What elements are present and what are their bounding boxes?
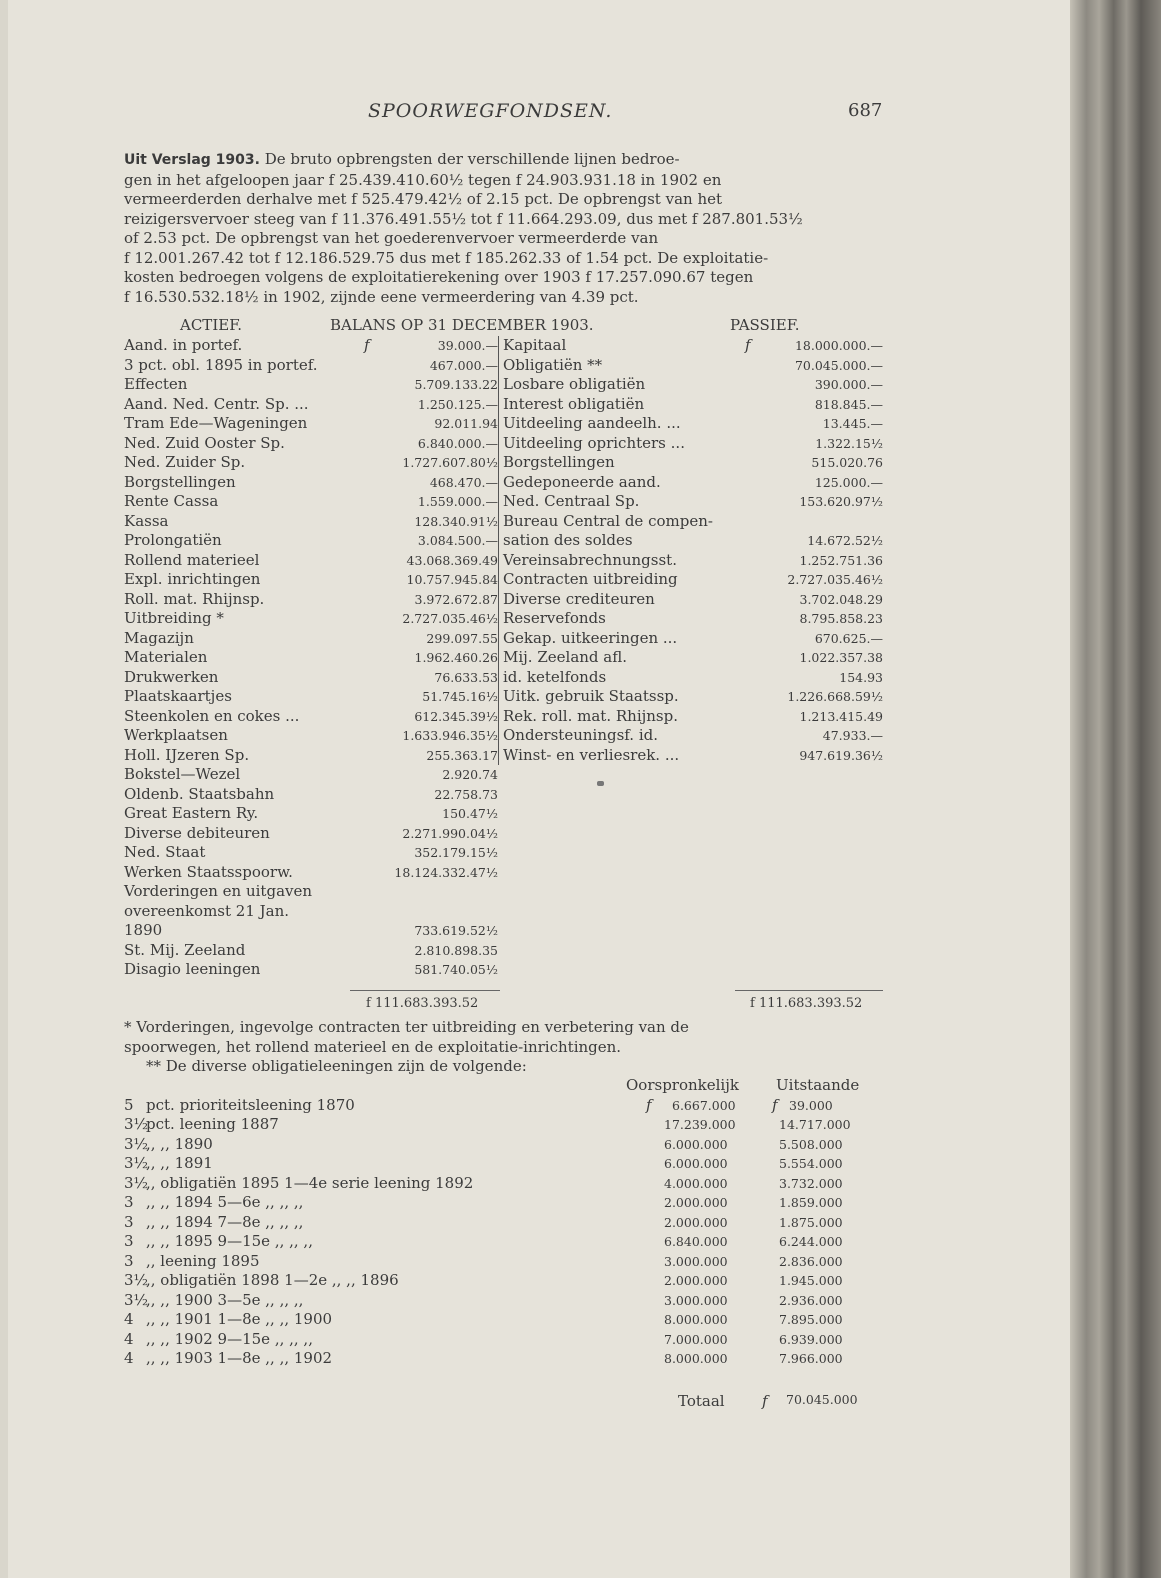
actief-row — [124, 765, 500, 785]
total-label: Totaal — [678, 1392, 725, 1410]
passief-row — [499, 551, 885, 571]
actief-row — [124, 395, 500, 415]
loan-uit: 2.836.000 — [779, 1253, 843, 1269]
loan-uit: 6.939.000 — [779, 1331, 843, 1347]
actief-label: ACTIEF. — [180, 316, 243, 334]
intro-line — [124, 150, 882, 171]
passief-label: Vereinsabrechnungsst. — [503, 550, 677, 569]
actief-row — [124, 668, 500, 688]
loan-desc: ,, ,, 1891 — [146, 1154, 213, 1172]
passief-label: Ned. Centraal Sp. — [503, 492, 640, 510]
loan-pct: 5 — [124, 1095, 134, 1114]
actief-label: Materialen — [124, 648, 208, 666]
actief-label: Ned. Staat — [124, 843, 206, 861]
loan-pct: 3 — [124, 1251, 134, 1270]
florin-sign: f — [745, 336, 751, 354]
intro-line: gen in het afgeloopen jaar f 25.439.410.60½ tegen f 24.903.931.18 in 1902 en — [124, 170, 722, 189]
actief-label: Ned. Zuid Ooster Sp. — [124, 433, 285, 452]
passief-label: PASSIEF. — [730, 316, 800, 334]
loan-pct: 3½ — [124, 1134, 149, 1153]
passief-label: Mij. Zeeland afl. — [503, 648, 628, 666]
balance-title: BALANS OP 31 DECEMBER 1903. — [330, 316, 594, 334]
loan-uit: 1.945.000 — [779, 1273, 843, 1288]
actief-amount: 581.740.05½ — [414, 962, 498, 977]
actief-amount: 1.250.125.— — [417, 396, 498, 412]
actief-total: f 111.683.393.52 — [366, 996, 479, 1011]
passief-label: Uitdeeling oprichters ... — [503, 433, 685, 452]
actief-amount: 92.011.94 — [434, 416, 498, 431]
actief-amount: 733.619.52½ — [414, 923, 498, 938]
loan-row — [124, 1232, 884, 1252]
actief-column — [124, 336, 500, 980]
passief-amount: 1.226.668.59½ — [787, 689, 883, 704]
loan-pct: 4 — [124, 1329, 134, 1348]
passief-amount: 1.022.357.38 — [799, 650, 883, 665]
loan-orig: 2.000.000 — [664, 1214, 728, 1230]
actief-row — [124, 590, 500, 610]
actief-row — [124, 375, 500, 395]
passief-label: Gedeponeerde aand. — [503, 472, 661, 491]
actief-label: Uitbreiding * — [124, 609, 224, 627]
passief-row — [499, 668, 885, 688]
actief-label: Bokstel—Wezel — [124, 765, 241, 783]
passief-row — [499, 395, 885, 415]
loan-row — [124, 1174, 884, 1194]
passief-amount: 818.845.— — [814, 396, 883, 412]
footnotes — [124, 1018, 884, 1077]
passief-amount: 14.672.52½ — [807, 533, 883, 548]
actief-row — [124, 336, 500, 356]
intro-line-text: De bruto opbrengsten der verschillende lijnen bedroe- — [264, 150, 680, 168]
loan-uit: 1.859.000 — [779, 1195, 843, 1210]
actief-label: Werkplaatsen — [124, 726, 228, 744]
actief-row — [124, 629, 500, 649]
passief-amount: 2.727.035.46½ — [787, 572, 883, 587]
actief-label: Werken Staatsspoorw. — [124, 862, 293, 881]
actief-row — [124, 726, 500, 746]
actief-amount: 39.000.— — [437, 338, 498, 353]
passief-row — [499, 375, 885, 395]
loan-orig: 8.000.000 — [664, 1351, 728, 1366]
actief-row — [124, 843, 500, 863]
passief-label: Uitdeeling aandeelh. ... — [503, 414, 681, 432]
passief-amount: 390.000.— — [814, 377, 883, 392]
loan-row — [124, 1154, 884, 1174]
actief-label: Kassa — [124, 511, 169, 530]
passief-row — [499, 453, 885, 473]
actief-amount: 1.962.460.26 — [414, 650, 498, 665]
passief-label: Bureau Central de compen- — [503, 511, 713, 530]
loan-orig: 2.000.000 — [664, 1273, 728, 1288]
florin-sign: f — [364, 336, 370, 354]
actief-row — [124, 609, 500, 629]
actief-label: Vorderingen en uitgaven — [124, 882, 313, 900]
actief-label: 3 pct. obl. 1895 in portef. — [124, 355, 318, 374]
actief-row — [124, 648, 500, 668]
loan-orig: 6.667.000 — [672, 1097, 736, 1113]
loan-desc: ,, ,, 1903 1—8e ,, ,, 1902 — [146, 1349, 333, 1367]
loan-uit: 2.936.000 — [779, 1292, 843, 1308]
actief-label: Oldenb. Staatsbahn — [124, 784, 275, 803]
loan-desc: ,, ,, 1890 — [146, 1134, 213, 1153]
actief-row — [124, 921, 500, 941]
intro-lead: Uit Verslag 1903. — [124, 152, 260, 168]
actief-row — [124, 414, 500, 434]
loan-row — [124, 1115, 884, 1135]
loan-pct: 4 — [124, 1349, 134, 1367]
loan-uit: 5.508.000 — [779, 1136, 843, 1152]
passief-amount: 13.445.— — [822, 416, 883, 431]
actief-amount: 2.920.74 — [442, 767, 498, 782]
passief-row — [499, 609, 885, 629]
actief-amount: 22.758.73 — [434, 786, 498, 802]
actief-label: Prolongatiën — [124, 531, 222, 549]
passief-amount: 47.933.— — [822, 728, 883, 743]
actief-row — [124, 687, 500, 707]
passief-label: id. ketelfonds — [503, 667, 607, 686]
loan-row — [124, 1330, 884, 1350]
actief-row — [124, 960, 500, 980]
loan-desc: ,, ,, 1900 3—5e ,, ,, ,, — [146, 1290, 304, 1309]
actief-row — [124, 804, 500, 824]
actief-row — [124, 531, 500, 551]
footnote-line: ** De diverse obligatieleeningen zijn de volgende: — [146, 1057, 527, 1075]
florin-sign: f — [772, 1095, 778, 1114]
passief-amount: 8.795.858.23 — [799, 611, 883, 626]
loan-row — [124, 1310, 884, 1330]
actief-amount: 10.757.945.84 — [406, 572, 498, 587]
passief-label: Winst- en verliesrek. ... — [503, 745, 680, 764]
actief-row — [124, 570, 500, 590]
actief-label: Borgstellingen — [124, 472, 236, 491]
actief-row — [124, 863, 500, 883]
passief-label: Kapitaal — [503, 336, 567, 354]
loan-desc: ,, ,, 1895 9—15e ,, ,, ,, — [146, 1232, 313, 1250]
loan-desc: ,, ,, 1902 9—15e ,, ,, ,, — [146, 1329, 313, 1348]
passief-row — [499, 434, 885, 454]
actief-amount: 3.972.672.87 — [414, 591, 498, 607]
passief-label: Reservefonds — [503, 609, 606, 627]
loan-row — [124, 1252, 884, 1272]
intro-line: f 16.530.532.18½ in 1902, zijnde eene vermeerdering van 4.39 pct. — [124, 287, 639, 306]
passief-amount: 1.252.751.36 — [799, 552, 883, 568]
loan-desc: ,, ,, 1894 5—6e ,, ,, ,, — [146, 1193, 304, 1211]
loan-row — [124, 1291, 884, 1311]
actief-label: Steenkolen en cokes ... — [124, 706, 300, 725]
loan-desc: pct. prioriteitsleening 1870 — [146, 1095, 355, 1114]
passief-row — [499, 336, 885, 356]
loan-row — [124, 1096, 884, 1116]
intro-line: f 12.001.267.42 tot f 12.186.529.75 dus met f 185.262.33 of 1.54 pct. De exploitatie- — [124, 248, 769, 267]
actief-row — [124, 473, 500, 493]
actief-row — [124, 746, 500, 766]
loan-desc: ,, ,, 1894 7—8e ,, ,, ,, — [146, 1212, 304, 1231]
loan-orig: 17.239.000 — [664, 1117, 736, 1132]
loans-header-row — [124, 1076, 884, 1096]
loan-pct: 3½ — [124, 1173, 149, 1192]
total-f: f — [762, 1392, 768, 1410]
actief-row — [124, 512, 500, 532]
intro-line: reizigersvervoer steeg van f 11.376.491.55½ tot f 11.664.293.09, dus met f 287.801.53½ — [124, 209, 803, 228]
book-edge — [1070, 0, 1161, 1578]
passief-row — [499, 648, 885, 668]
loan-orig: 2.000.000 — [664, 1195, 728, 1210]
total-value: 70.045.000 — [786, 1392, 858, 1407]
loans-table — [124, 1076, 884, 1369]
footnote-line: * Vorderingen, ingevolge contracten ter uitbreiding en verbetering van de — [124, 1018, 689, 1036]
passief-label: Gekap. uitkeeringen ... — [503, 628, 678, 647]
passief-row — [499, 570, 885, 590]
actief-label: Aand. Ned. Centr. Sp. ... — [124, 394, 309, 413]
actief-label: Magazijn — [124, 628, 194, 647]
passief-amount: 153.620.97½ — [799, 494, 883, 509]
passief-label: Uitk. gebruik Staatssp. — [503, 687, 679, 705]
passief-column — [498, 336, 885, 765]
intro-line: kosten bedroegen volgens de exploitatierekening over 1903 f 17.257.090.67 tegen — [124, 268, 754, 286]
actief-row — [124, 824, 500, 844]
actief-amount: 468.470.— — [429, 474, 498, 490]
actief-amount: 3.084.500.— — [417, 533, 498, 548]
actief-row — [124, 551, 500, 571]
actief-label: overeenkomst 21 Jan. — [124, 901, 290, 920]
actief-amount: 612.345.39½ — [414, 708, 498, 724]
loan-desc: ,, obligatiën 1898 1—2e ,, ,, 1896 — [146, 1271, 399, 1289]
loan-row — [124, 1135, 884, 1155]
passief-label: Interest obligatiën — [503, 394, 645, 413]
passief-label: Borgstellingen — [503, 453, 615, 471]
loan-pct: 3½ — [124, 1271, 149, 1289]
loan-row — [124, 1213, 884, 1233]
passief-row — [499, 414, 885, 434]
loan-pct: 4 — [124, 1310, 134, 1328]
loan-uit: 6.244.000 — [779, 1234, 843, 1249]
col-oorspronkelijk: Oorspronkelijk — [626, 1076, 739, 1094]
actief-amount: 76.633.53 — [434, 669, 498, 685]
actief-amount: 2.810.898.35 — [414, 942, 498, 958]
passief-amount: 154.93 — [839, 669, 883, 685]
passief-row — [499, 531, 885, 551]
loan-uit: 3.732.000 — [779, 1175, 843, 1191]
page-header — [0, 100, 1161, 130]
loan-orig: 8.000.000 — [664, 1312, 728, 1327]
col-uitstaande: Uitstaande — [776, 1076, 860, 1094]
actief-label: Tram Ede—Wageningen — [124, 414, 308, 432]
actief-label: Drukwerken — [124, 667, 219, 686]
passief-amount: 70.045.000.— — [794, 357, 883, 373]
ink-blot — [597, 781, 604, 786]
actief-amount: 150.47½ — [442, 806, 498, 821]
loan-uit: 39.000 — [789, 1097, 833, 1113]
actief-label: Rollend materieel — [124, 550, 260, 569]
actief-row — [124, 941, 500, 961]
actief-label: Rente Cassa — [124, 492, 219, 510]
actief-row — [124, 492, 500, 512]
actief-label: St. Mij. Zeeland — [124, 940, 246, 959]
loan-uit: 14.717.000 — [779, 1117, 851, 1132]
actief-label: Great Eastern Ry. — [124, 804, 259, 822]
passief-row — [499, 590, 885, 610]
loan-orig: 4.000.000 — [664, 1175, 728, 1191]
passief-row — [499, 512, 885, 532]
footnote-line: spoorwegen, het rollend materieel en de exploitatie-inrichtingen. — [124, 1037, 622, 1056]
passief-amount: 3.702.048.29 — [799, 591, 883, 607]
actief-label: Effecten — [124, 375, 188, 393]
actief-label: 1890 — [124, 921, 163, 939]
loan-row — [124, 1349, 884, 1369]
intro-paragraph — [124, 150, 882, 307]
actief-row — [124, 882, 500, 902]
intro-line: vermeerderden derhalve met f 525.479.42½ of 2.15 pct. De opbrengst van het — [124, 190, 723, 208]
passief-label: sation des soldes — [503, 531, 633, 549]
actief-label: Holl. IJzeren Sp. — [124, 745, 250, 764]
loan-desc: ,, ,, 1901 1—8e ,, ,, 1900 — [146, 1310, 333, 1328]
actief-label: Expl. inrichtingen — [124, 570, 261, 588]
loan-orig: 6.000.000 — [664, 1136, 728, 1152]
intro-line: of 2.53 pct. De opbrengst van het goederenvervoer vermeerderde van — [124, 229, 659, 247]
loan-desc: ,, leening 1895 — [146, 1251, 260, 1270]
loan-orig: 6.840.000 — [664, 1234, 728, 1249]
loan-pct: 3 — [124, 1232, 134, 1250]
loan-pct: 3½ — [124, 1290, 149, 1309]
actief-amount: 1.727.607.80½ — [402, 455, 498, 470]
actief-amount: 2.271.990.04½ — [402, 825, 498, 841]
actief-amount: 43.068.369.49 — [406, 552, 498, 568]
actief-amount: 467.000.— — [429, 357, 498, 373]
actief-label: Aand. in portef. — [124, 336, 243, 354]
loan-orig: 7.000.000 — [664, 1331, 728, 1347]
loan-pct: 3 — [124, 1193, 134, 1211]
passief-label: Obligatiën ** — [503, 355, 603, 374]
passief-label: Rek. roll. mat. Rhijnsp. — [503, 706, 678, 725]
passief-label: Losbare obligatiën — [503, 375, 646, 393]
loan-row — [124, 1271, 884, 1291]
passief-label: Contracten uitbreiding — [503, 570, 678, 588]
passief-row — [499, 492, 885, 512]
actief-amount: 18.124.332.47½ — [394, 864, 498, 880]
loan-pct: 3½ — [124, 1115, 149, 1133]
actief-row — [124, 902, 500, 922]
passief-row — [499, 687, 885, 707]
passief-amount: 670.625.— — [814, 630, 883, 646]
actief-amount: 1.633.946.35½ — [402, 728, 498, 743]
passief-row — [499, 707, 885, 727]
passief-row — [499, 356, 885, 376]
actief-row — [124, 707, 500, 727]
actief-label: Diverse debiteuren — [124, 823, 270, 842]
passief-row — [499, 746, 885, 766]
loan-pct: 3 — [124, 1212, 134, 1231]
page-title: SPOORWEGFONDSEN. — [368, 100, 613, 122]
actief-total-rule — [350, 990, 500, 991]
loan-uit: 1.875.000 — [779, 1214, 843, 1230]
passief-amount: 18.000.000.— — [794, 338, 883, 353]
actief-amount: 255.363.17 — [426, 747, 498, 763]
actief-amount: 6.840.000.— — [417, 435, 498, 451]
passief-amount: 515.020.76 — [811, 455, 883, 470]
actief-label: Ned. Zuider Sp. — [124, 453, 246, 471]
loan-orig: 3.000.000 — [664, 1253, 728, 1269]
actief-amount: 51.745.16½ — [422, 689, 498, 704]
balance-heading — [0, 316, 1161, 336]
actief-amount: 299.097.55 — [426, 630, 498, 646]
passief-label: Ondersteuningsf. id. — [503, 726, 659, 744]
passief-total: f 111.683.393.52 — [750, 996, 863, 1011]
loan-orig: 6.000.000 — [664, 1156, 728, 1171]
passief-amount: 1.213.415.49 — [799, 708, 883, 724]
loan-uit: 7.895.000 — [779, 1312, 843, 1327]
page-number: 687 — [848, 100, 883, 121]
actief-amount: 352.179.15½ — [414, 845, 498, 860]
actief-label: Roll. mat. Rhijnsp. — [124, 589, 265, 608]
actief-row — [124, 356, 500, 376]
actief-amount: 2.727.035.46½ — [402, 611, 498, 626]
actief-label: Disagio leeningen — [124, 960, 261, 978]
passief-amount: 125.000.— — [814, 474, 883, 490]
passief-total-rule — [735, 990, 883, 991]
actief-row — [124, 434, 500, 454]
loan-uit: 7.966.000 — [779, 1351, 843, 1366]
florin-sign: f — [646, 1095, 652, 1114]
loan-desc: pct. leening 1887 — [146, 1115, 279, 1133]
actief-amount: 1.559.000.— — [417, 494, 498, 509]
passief-row — [499, 473, 885, 493]
loan-pct: 3½ — [124, 1154, 149, 1172]
loan-desc: ,, obligatiën 1895 1—4e serie leening 1892 — [146, 1173, 474, 1192]
actief-row — [124, 785, 500, 805]
loan-orig: 3.000.000 — [664, 1292, 728, 1308]
loan-uit: 5.554.000 — [779, 1156, 843, 1171]
actief-amount: 5.709.133.22 — [414, 377, 498, 392]
passief-amount: 947.619.36½ — [799, 747, 883, 763]
actief-label: Plaatskaartjes — [124, 687, 232, 705]
balance-totals — [0, 996, 1161, 1018]
loan-row — [124, 1193, 884, 1213]
actief-row — [124, 453, 500, 473]
passief-label: Diverse crediteuren — [503, 589, 655, 608]
passief-amount: 1.322.15½ — [815, 435, 883, 451]
passief-row — [499, 726, 885, 746]
passief-row — [499, 629, 885, 649]
actief-amount: 128.340.91½ — [414, 513, 498, 529]
